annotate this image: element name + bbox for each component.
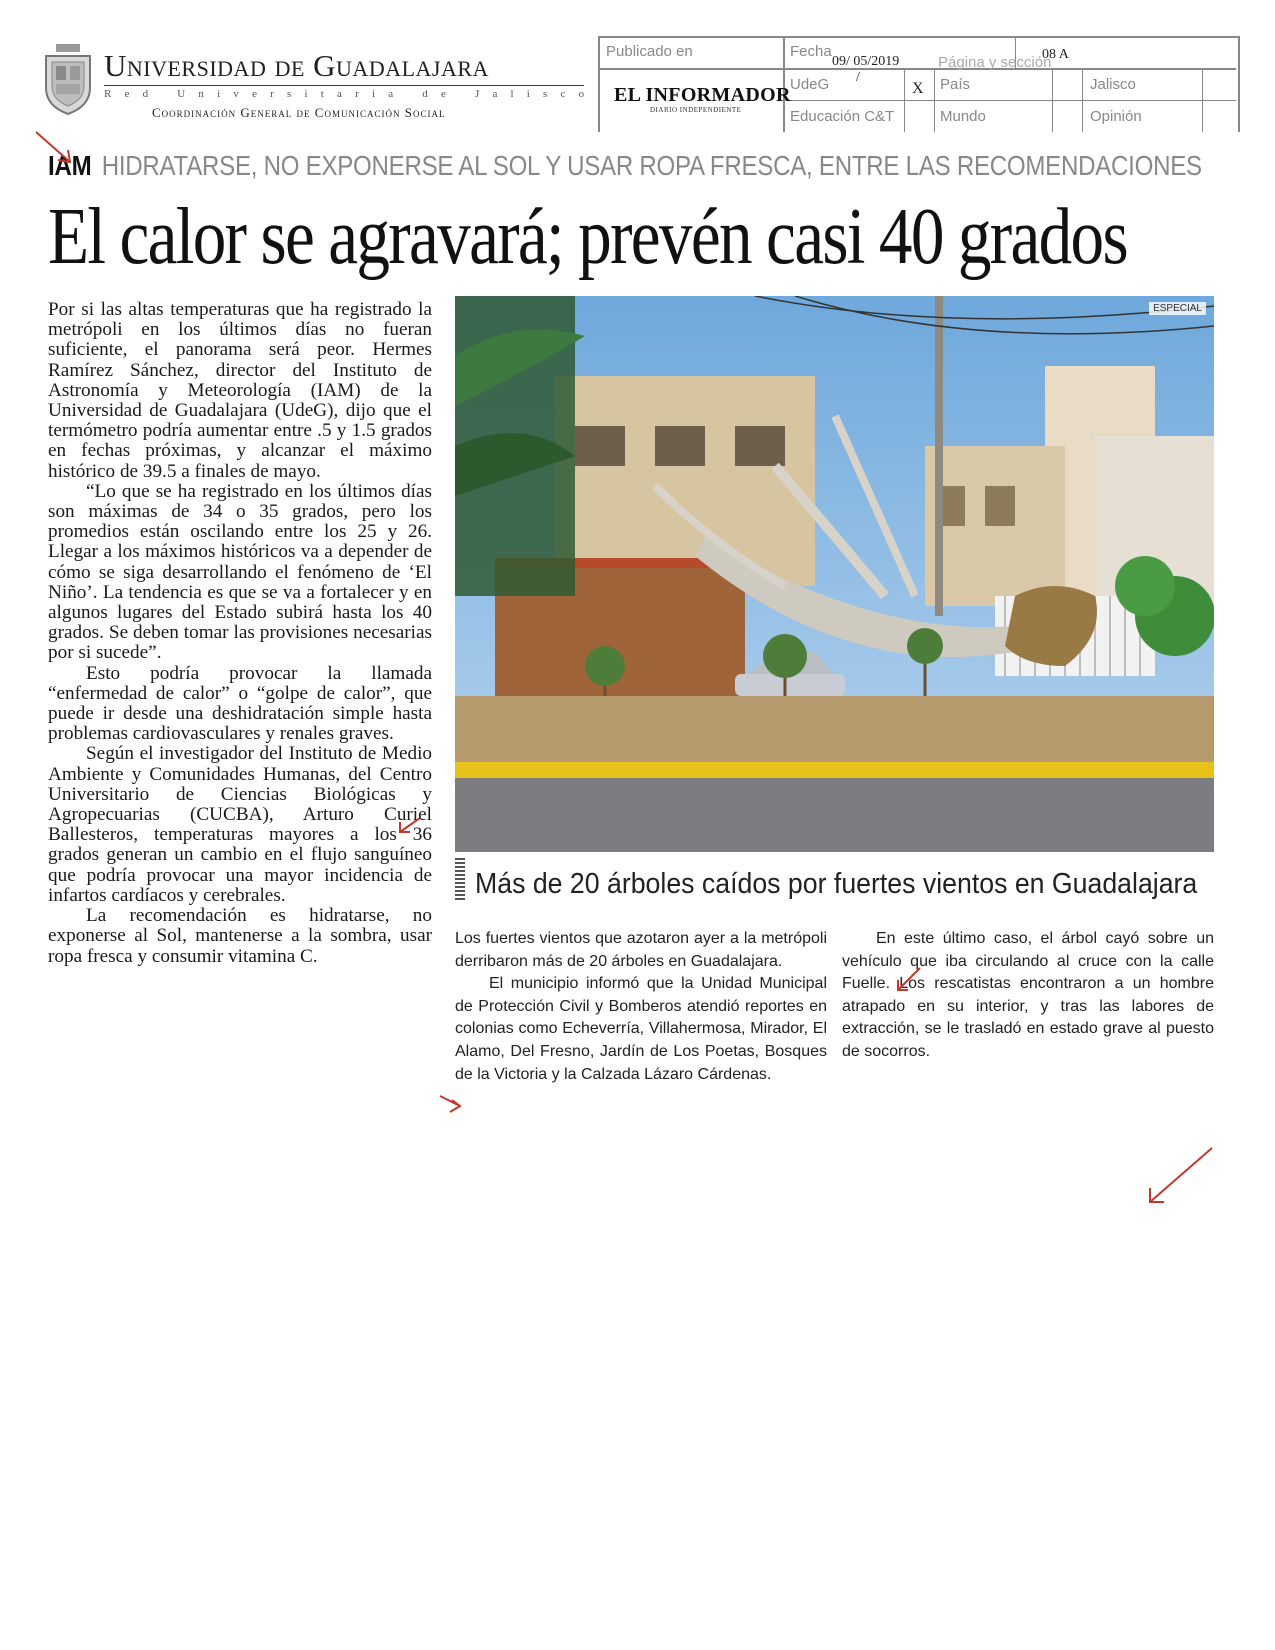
article-paragraph: Según el investigador del Instituto de Medio Ambiente y Comunidades Humanas, del Centro Universitario de Ciencias Biológicas y Agropecuarias (CUCBA), Arturo Curiel Ballesteros, temperaturas mayores a los 36 grados generan un cambio en el flujo sanguíneo que podría provocar una mayor incidencia de infartos cardíacos y cerebrales. [48,743,432,906]
divider [1082,68,1083,132]
category-mark-x: X [912,80,924,97]
sub-article-column-1 [455,928,827,1086]
publication-info-table [598,36,1240,132]
category-mundo: Mundo [940,108,986,125]
divider [600,68,783,70]
network-name: Red Universitaria de Jalisco [104,88,598,100]
university-header [42,42,598,122]
article-paragraph: La recomendación es hidratarse, no exponerse al Sol, mantenerse a la sombra, usar ropa fresca y consumir vitamina C. [48,905,432,967]
outlet-tagline: DIARIO INDEPENDIENTE [650,106,742,114]
sub-article-column-2 [842,928,1214,1064]
news-photo [455,296,1214,852]
sub-article-paragraph: Los fuertes vientos que azotaron ayer a la metrópoli derribaron más de 20 árboles en Guadalajara. [455,930,827,970]
university-name: Universidad de Guadalajara [104,48,489,83]
sub-article-paragraph: El municipio informó que la Unidad Municipal de Protección Civil y Bomberos atendió reportes en colonias como Echeverría, Villahermosa, Mirador, El Alamo, Del Fresno, Jardín de Los Poetas, Bosques de la Victoria y la Calzada Lázaro Cárdenas. [455,975,827,1083]
university-seal-icon [42,44,94,116]
coordination-name: Coordinación General de Comunicación Social [152,105,446,120]
divider [104,85,584,86]
category-udeg-mark: / [856,70,860,85]
article-paragraph: Por si las altas temperaturas que ha registrado la metrópoli en los últimos días no fueran suficiente, el panorama será peor. Hermes Ramírez Sánchez, director del Instituto de Astronomía y Meteorología (IAM) de la Universidad de Guadalajara (UdeG), dijo que el termómetro podría aumentar entre .5 y 1.5 grados en fechas próximas, y alcanzar el máximo histórico de 39.5 a finales de mayo. [48,299,432,482]
article-kicker [48,150,1202,182]
article-paragraph: “Lo que se ha registrado en los últimos días son máximas de 34 o 35 grados, pero los promedios están oscilando entre los 25 y 26. Llegar a los máximos históricos va a depender de cómo se siga desarrollando el fenómeno de ‘El Niño’. La tendencia es que se va a fortalecer y en algunos lugares del Estado subirá hasta los 40 grados. Se deben tomar las provisiones necesarias por si sucede”. [48,480,432,664]
kicker-text: HIDRATARSE, NO EXPONERSE AL SOL Y USAR ROPA FRESCA, ENTRE LAS RECOMENDACIONES [101,150,1202,181]
divider [904,68,905,132]
page-value: 08 A [1042,47,1069,62]
outlet-name: EL INFORMADOR [614,84,791,106]
divider [1202,68,1203,132]
published-in-label: Publicado en [606,43,693,60]
date-value: 09/ 05/2019 [832,54,900,69]
photo-caption: Más de 20 árboles caídos por fuertes vientos en Guadalajara [475,868,1198,900]
page-section-label: Página y sección [938,54,1052,71]
category-udeg: UdeG [790,76,830,93]
date-label: Fecha [790,43,832,60]
photo-credit: ESPECIAL [1149,302,1206,315]
caption-marker [455,858,465,900]
category-jalisco: Jalisco [1090,76,1136,93]
category-pais: País [940,76,971,93]
divider [934,68,935,132]
sub-article-paragraph: En este último caso, el árbol cayó sobre un vehículo que iba circulando al cruce con la calle Fuelle. Los rescatistas encontraron a un hombre atrapado en su interior, y tras las labores de extracción, se le trasladó en estado grave al puesto de socorros. [842,930,1214,1060]
divider [1052,68,1053,132]
fallen-tree-illustration [455,296,1214,852]
category-educacion: Educación C&T [790,108,895,125]
article-body [48,300,432,967]
article-paragraph: Esto podría provocar la llamada “enfermedad de calor” o “golpe de calor”, que puede ir desde una deshidratación simple hasta problemas cardiovasculares y renales graves. [48,662,432,745]
divider [783,100,1236,101]
category-opinion: Opinión [1090,108,1142,125]
kicker-tag: IAM [48,150,92,181]
article-headline: El calor se agravará; prevén casi 40 grados [48,193,1127,281]
